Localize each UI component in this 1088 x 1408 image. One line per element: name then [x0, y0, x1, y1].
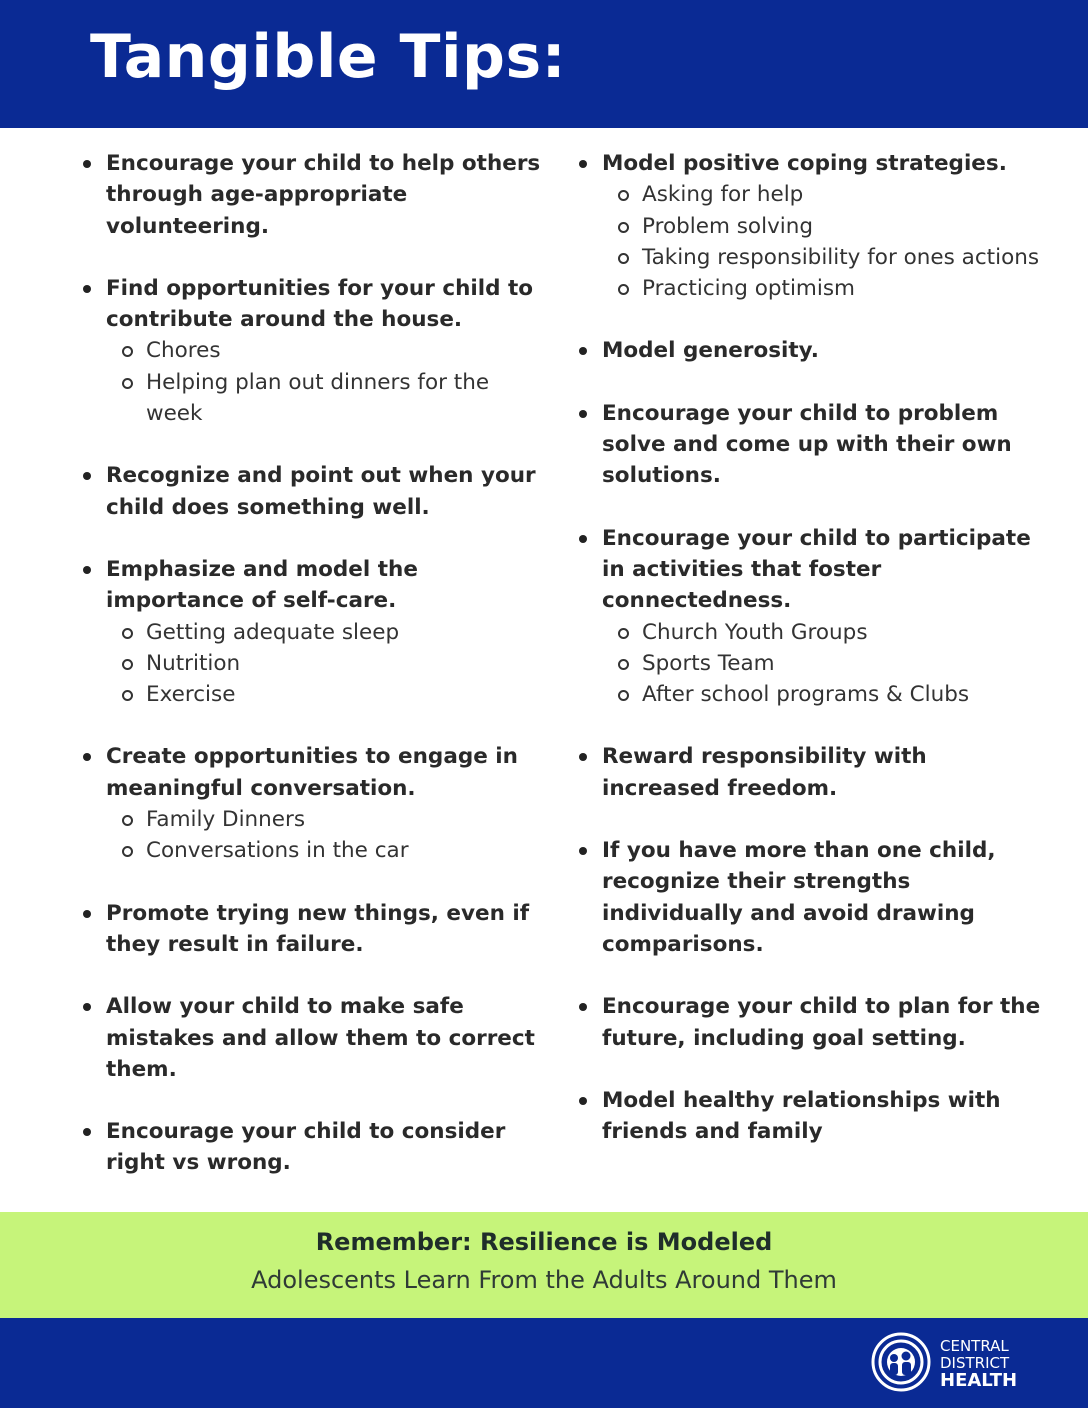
tip-item — [78, 148, 548, 242]
sub-item: Getting adequate sleep — [146, 617, 548, 648]
tip-item — [78, 898, 548, 961]
tip-item — [78, 741, 548, 866]
tip-text: Emphasize and model the importance of self-care. — [106, 556, 418, 614]
tip-text: Find opportunities for your child to contribute around the house. — [106, 275, 534, 333]
tip-text: Encourage your child to participate in activities that foster connectedness. — [602, 525, 1031, 614]
logo-line-1: CENTRAL — [940, 1337, 1009, 1355]
logo-line-2: DISTRICT — [940, 1354, 1010, 1372]
sub-list — [602, 617, 1044, 711]
tip-text: Create opportunities to engage in meaningful conversation. — [106, 744, 518, 801]
banner-subheading: Adolescents Learn From the Adults Around Them — [251, 1266, 837, 1294]
right-tips-column — [574, 148, 1044, 1178]
tip-item — [574, 335, 1044, 366]
sub-list — [106, 335, 548, 429]
sub-item: Church Youth Groups — [642, 617, 1044, 648]
people-circle-logo-icon — [870, 1331, 934, 1393]
logo-wordmark — [940, 1338, 1017, 1389]
sub-item: Exercise — [146, 679, 548, 710]
tip-item — [574, 835, 1044, 960]
tip-item — [574, 523, 1044, 711]
sub-item: After school programs & Clubs — [642, 679, 1044, 710]
sub-list — [106, 804, 548, 867]
header-bar — [0, 0, 1088, 128]
tip-text: Model healthy relationships with friends and family — [602, 1087, 1001, 1145]
central-district-health-logo — [870, 1331, 1026, 1393]
left-tips-column — [78, 148, 548, 1210]
sub-item: Family Dinners — [146, 804, 548, 835]
tip-text: Allow your child to make safe mistakes and allow them to correct them. — [106, 994, 535, 1082]
tip-text: If you have more than one child, recognize their strengths individually and avoid drawing comparisons. — [602, 838, 996, 957]
tip-item — [78, 1116, 548, 1179]
tip-item — [78, 460, 548, 523]
tip-text: Promote trying new things, even if they result in failure. — [106, 900, 530, 957]
tip-item — [78, 991, 548, 1085]
tip-item — [78, 273, 548, 429]
sub-item: Problem solving — [642, 211, 1044, 242]
sub-item: Sports Team — [642, 648, 1044, 679]
reminder-banner — [0, 1212, 1088, 1318]
tip-item — [574, 991, 1044, 1054]
tip-text: Reward responsibility with increased freedom. — [602, 744, 927, 801]
sub-item: Chores — [146, 335, 548, 366]
tip-text: Encourage your child to problem solve and come up with their own solutions. — [602, 400, 1012, 489]
tip-text: Encourage your child to consider right vs wrong. — [106, 1119, 506, 1176]
sub-item: Conversations in the car — [146, 835, 548, 866]
banner-heading: Remember: Resilience is Modeled — [315, 1228, 773, 1256]
page-title: Tangible Tips: — [90, 22, 567, 92]
sub-list — [602, 179, 1044, 304]
sub-list — [106, 617, 548, 711]
tip-text: Encourage your child to plan for the future, including goal setting. — [602, 994, 1041, 1051]
sub-item: Nutrition — [146, 648, 548, 679]
sub-item: Helping plan out dinners for the week — [146, 367, 548, 430]
tip-item — [78, 554, 548, 710]
tip-text: Model generosity. — [602, 338, 819, 364]
logo-line-3: HEALTH — [940, 1370, 1018, 1391]
tip-text: Recognize and point out when your child does something well. — [106, 463, 536, 520]
tip-item — [574, 741, 1044, 804]
tip-text: Encourage your child to help others through age-appropriate volunteering. — [106, 151, 541, 239]
tip-item — [574, 398, 1044, 492]
tip-text: Model positive coping strategies. — [602, 151, 1007, 176]
tip-item — [574, 1085, 1044, 1148]
sub-item: Taking responsibility for ones actions — [642, 242, 1044, 273]
sub-item: Practicing optimism — [642, 273, 1044, 304]
tip-item — [574, 148, 1044, 304]
sub-item: Asking for help — [642, 179, 1044, 210]
